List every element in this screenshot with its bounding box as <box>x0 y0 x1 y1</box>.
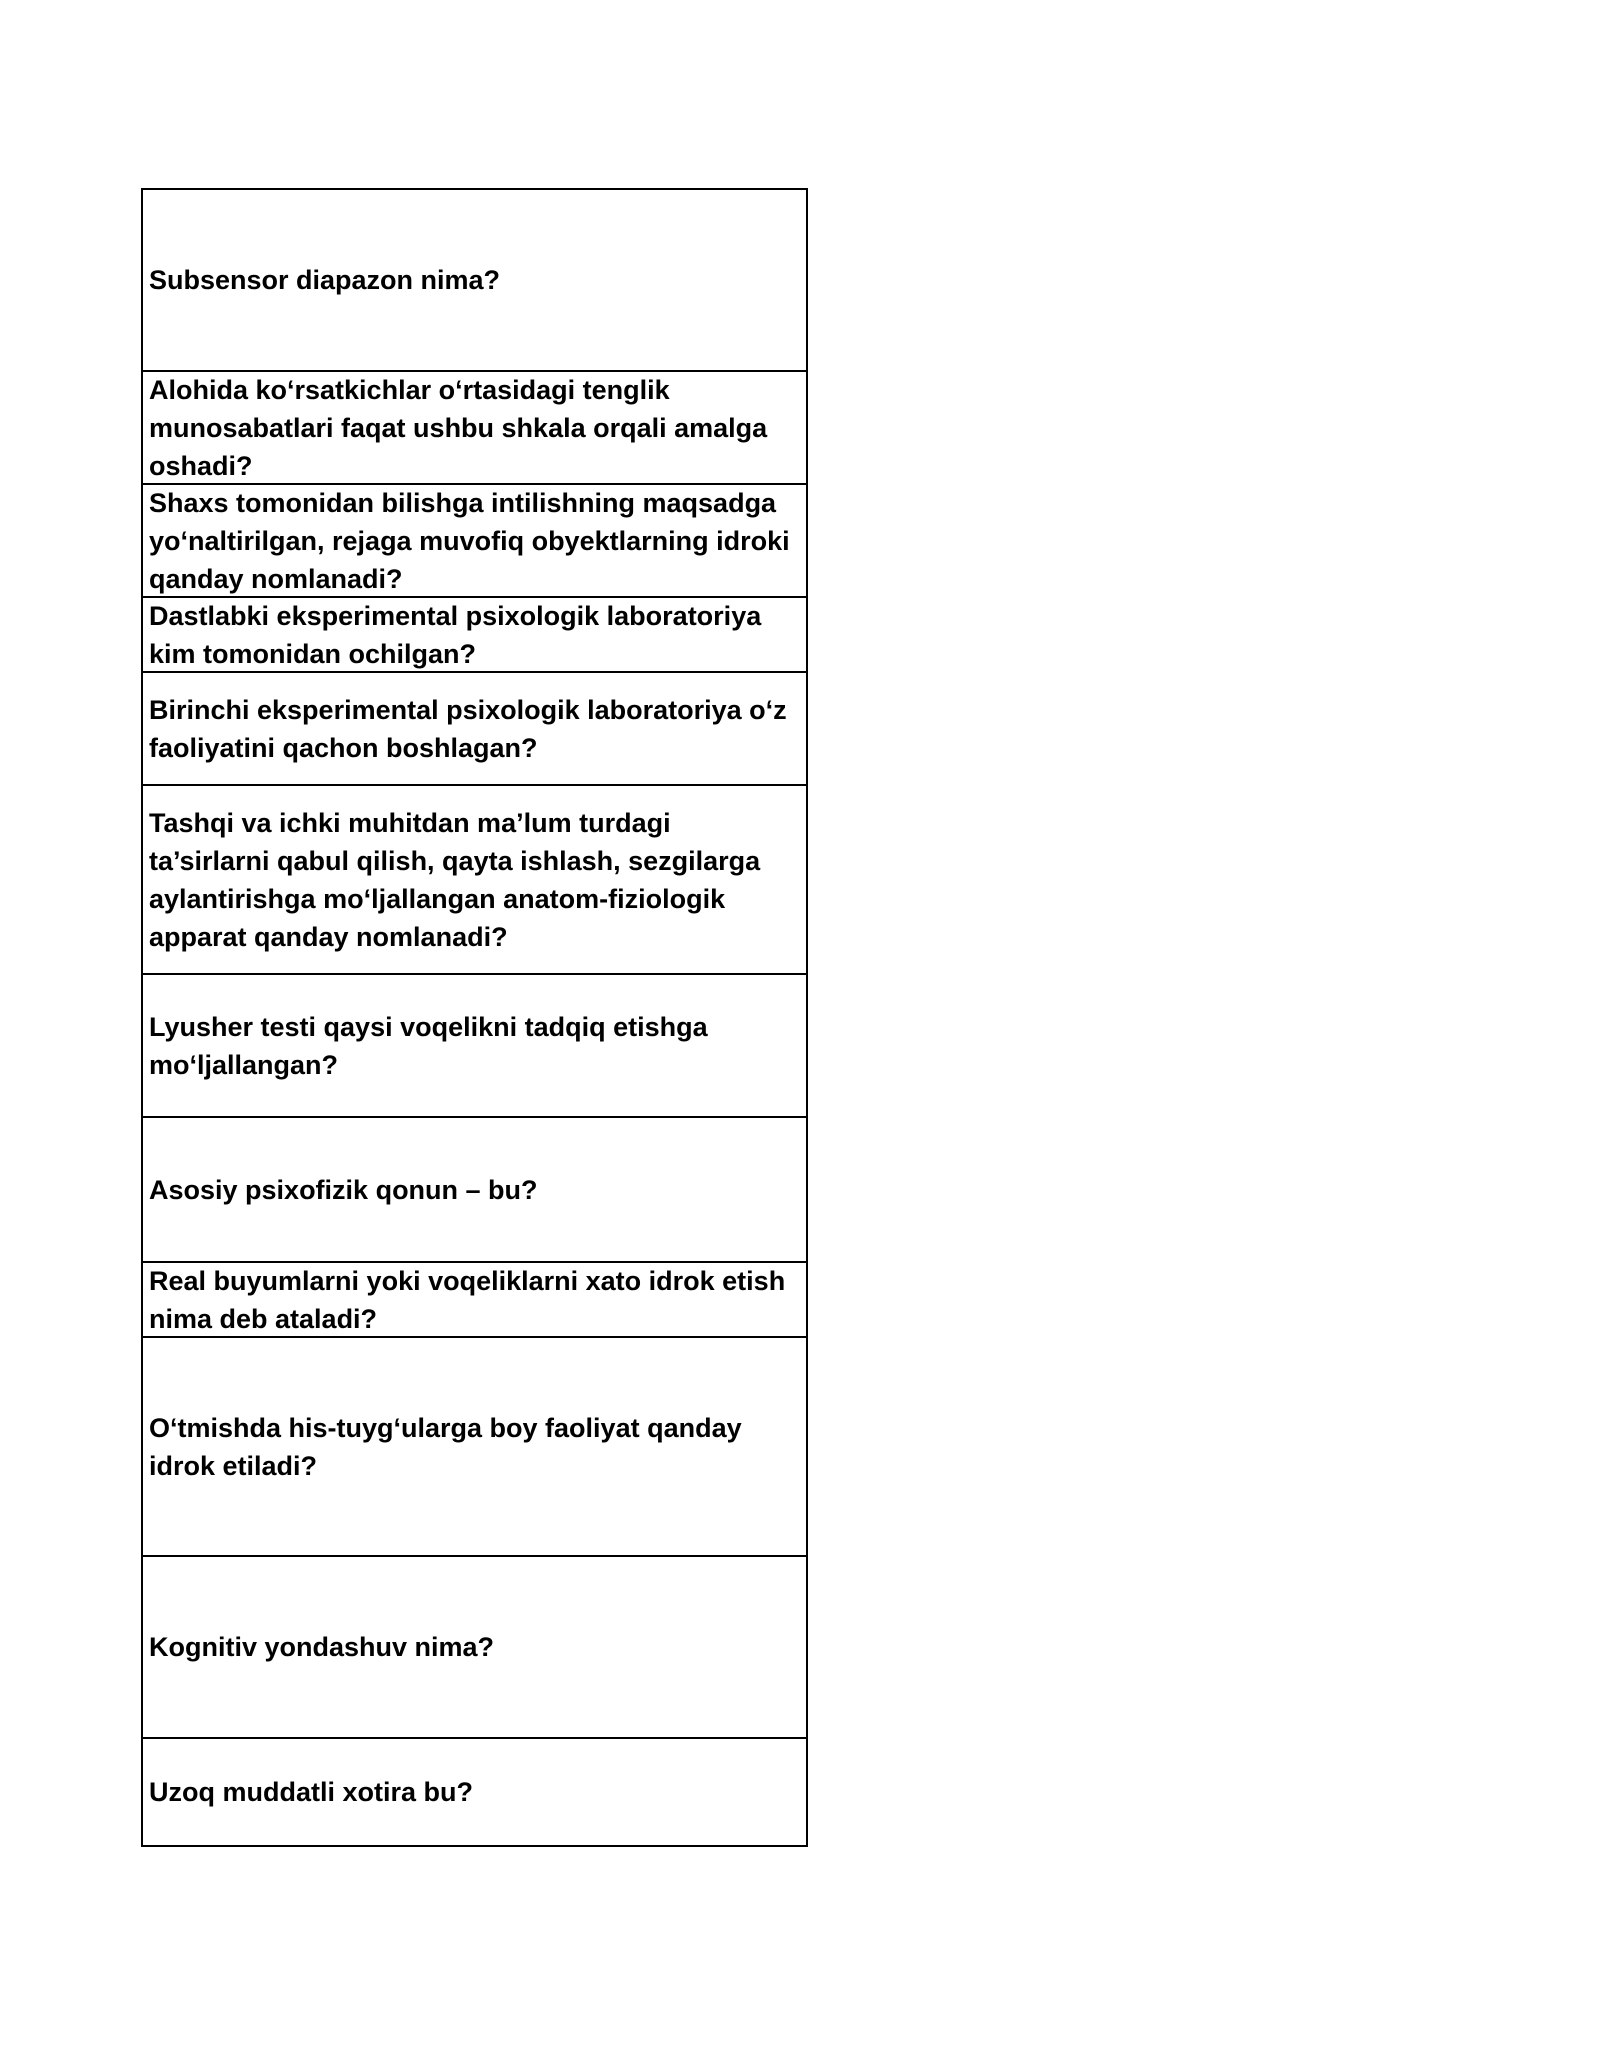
question-text: Subsensor diapazon nima? <box>149 265 501 295</box>
question-text: Lyusher testi qaysi voqelikni tadqiq etishga mo‘ljallangan? <box>149 1011 708 1080</box>
table-row <box>143 673 806 786</box>
question-text: Birinchi eksperimental psixologik laboratoriya o‘z faoliyatini qachon boshlagan? <box>149 694 787 763</box>
table-row <box>143 598 806 673</box>
questions-table <box>141 188 808 1847</box>
table-row <box>143 485 806 598</box>
question-text: Kognitiv yondashuv nima? <box>149 1632 495 1662</box>
table-row <box>143 1338 806 1557</box>
question-text: Asosiy psixofizik qonun – bu? <box>149 1174 538 1205</box>
question-text: O‘tmishda his-tuyg‘ularga boy faoliyat qanday idrok etiladi? <box>149 1412 742 1481</box>
table-row <box>143 1118 806 1263</box>
table-row <box>143 786 806 975</box>
question-text: Dastlabki eksperimental psixologik laboratoriya kim tomonidan ochilgan? <box>149 600 762 669</box>
question-text: Real buyumlarni yoki voqeliklarni xato idrok etish nima deb ataladi? <box>149 1265 786 1334</box>
table-row <box>143 1739 806 1845</box>
question-text: Shaxs tomonidan bilishga intilishning maqsadga yo‘naltirilgan, rejaga muvofiq obyektlarning idroki qanday nomlanadi? <box>149 487 790 594</box>
table-row <box>143 1263 806 1338</box>
table-row <box>143 1557 806 1739</box>
question-text: Tashqi va ichki muhitdan ma’lum turdagi ta’sirlarni qabul qilish, qayta ishlash, sezgilarga aylantirishga mo‘ljallangan anatom-fiziologik apparat qanday nomlanadi? <box>149 807 761 952</box>
table-row <box>143 372 806 485</box>
table-row <box>143 975 806 1118</box>
question-text: Uzoq muddatli xotira bu? <box>149 1777 473 1807</box>
question-text: Alohida ko‘rsatkichlar o‘rtasidagi tenglik munosabatlari faqat ushbu shkala orqali amalga oshadi? <box>149 374 768 481</box>
table-row <box>143 190 806 372</box>
